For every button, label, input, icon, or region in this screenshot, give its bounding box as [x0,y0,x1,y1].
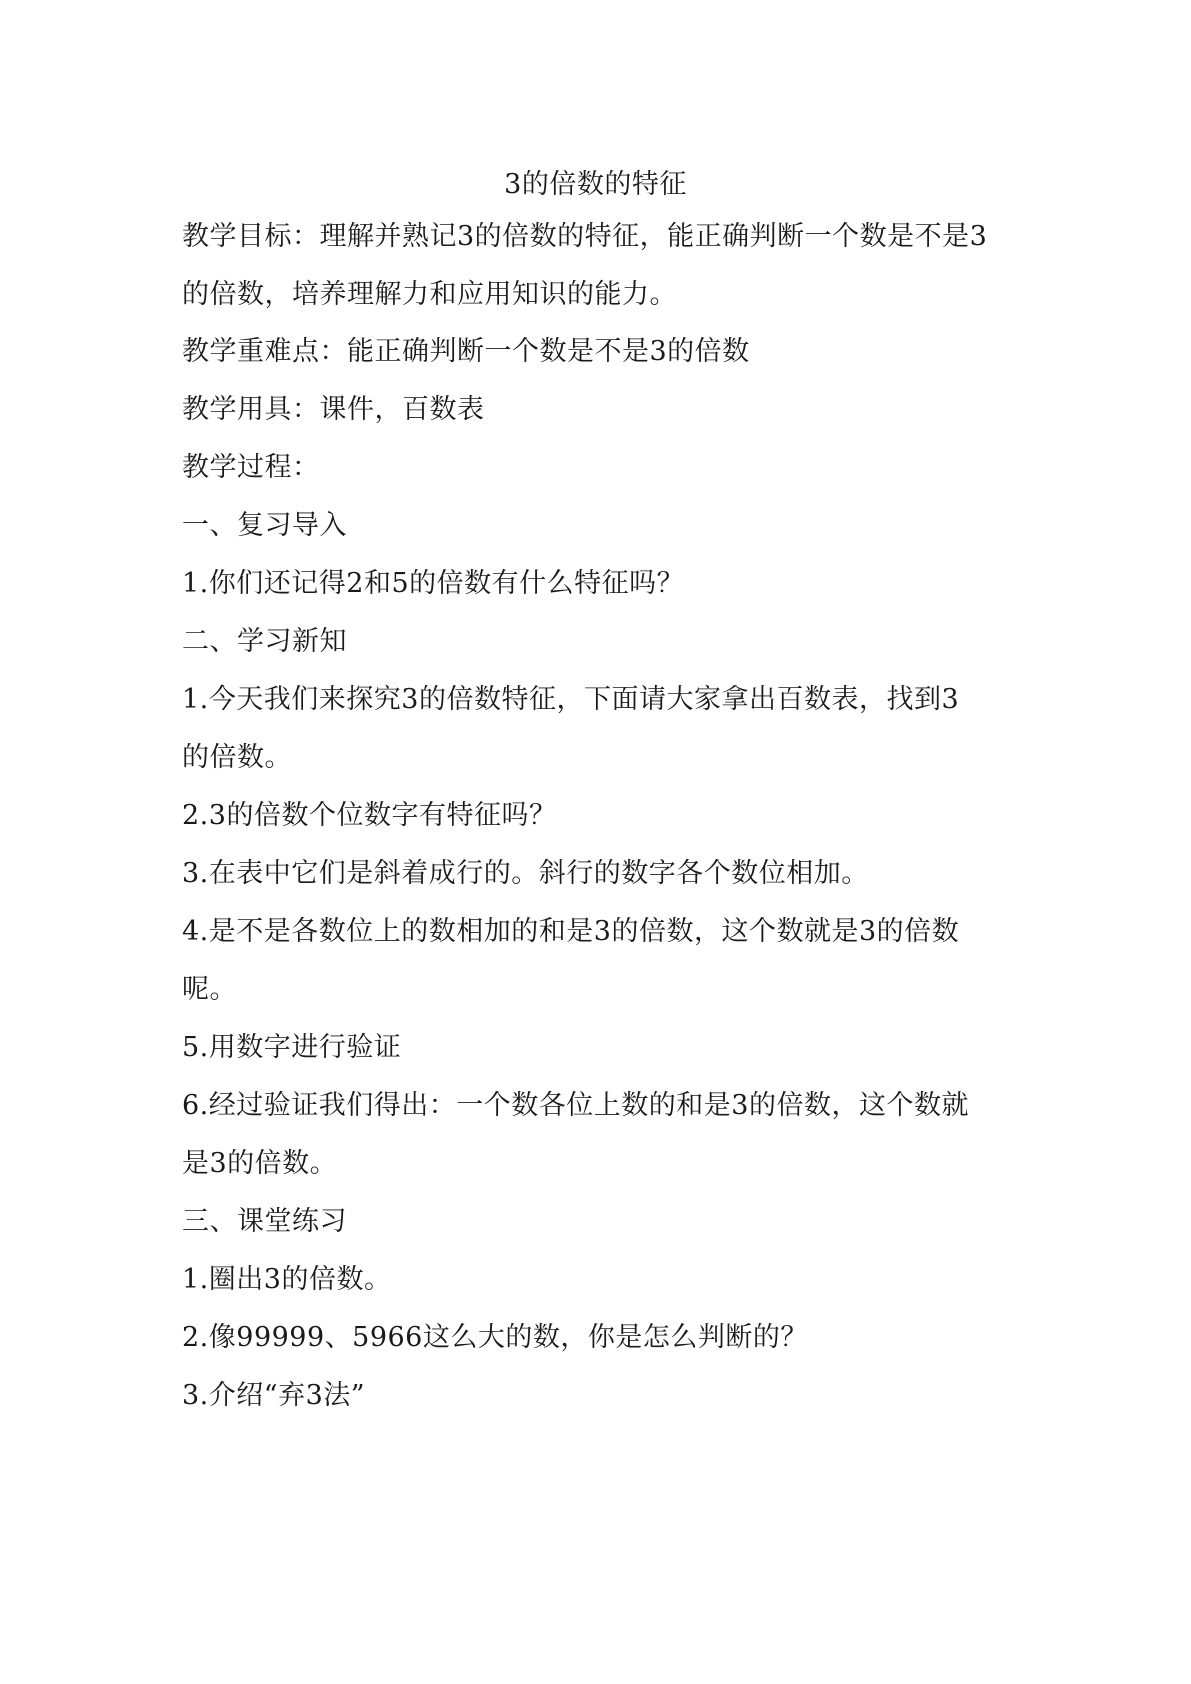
section-practice-heading: 三、课堂练习 [182,1206,347,1237]
document-title: 3的倍数的特征 [504,169,687,200]
new-knowledge-item-1-line-1: 1.今天我们来探究3的倍数特征，下面请大家拿出百数表，找到3 [182,684,960,715]
new-knowledge-item-3: 3.在表中它们是斜着成行的。斜行的数字各个数位相加。 [182,858,869,889]
teaching-tools-line: 教学用具：课件，百数表 [182,394,485,425]
review-item-1: 1.你们还记得2和5的倍数有什么特征吗？ [182,568,685,599]
new-knowledge-item-6-line-1: 6.经过验证我们得出：一个数各位上数的和是3的倍数，这个数就 [182,1090,969,1121]
new-knowledge-item-6-line-2: 是3的倍数。 [182,1148,338,1179]
new-knowledge-item-5: 5.用数字进行验证 [182,1032,402,1063]
key-difficulty-line: 教学重难点：能正确判断一个数是不是3的倍数 [182,336,750,367]
new-knowledge-item-4-line-1: 4.是不是各数位上的数相加的和是3的倍数，这个数就是3的倍数 [182,916,960,947]
practice-item-2: 2.像99999、5966这么大的数，你是怎么判断的？ [182,1322,808,1353]
objectives-line-1: 教学目标：理解并熟记3的倍数的特征，能正确判断一个数是不是3 [182,221,988,252]
new-knowledge-item-1-line-2: 的倍数。 [182,742,292,773]
objectives-line-2: 的倍数，培养理解力和应用知识的能力。 [182,279,677,310]
section-new-knowledge-heading: 二、学习新知 [182,626,347,657]
new-knowledge-item-2: 2.3的倍数个位数字有特征吗？ [182,800,557,831]
practice-item-3: 3.介绍“弃3法” [182,1380,366,1411]
practice-item-1: 1.圈出3的倍数。 [182,1264,392,1295]
process-heading: 教学过程： [182,452,320,483]
section-review-heading: 一、复习导入 [182,510,347,541]
new-knowledge-item-4-line-2: 呢。 [182,974,237,1005]
